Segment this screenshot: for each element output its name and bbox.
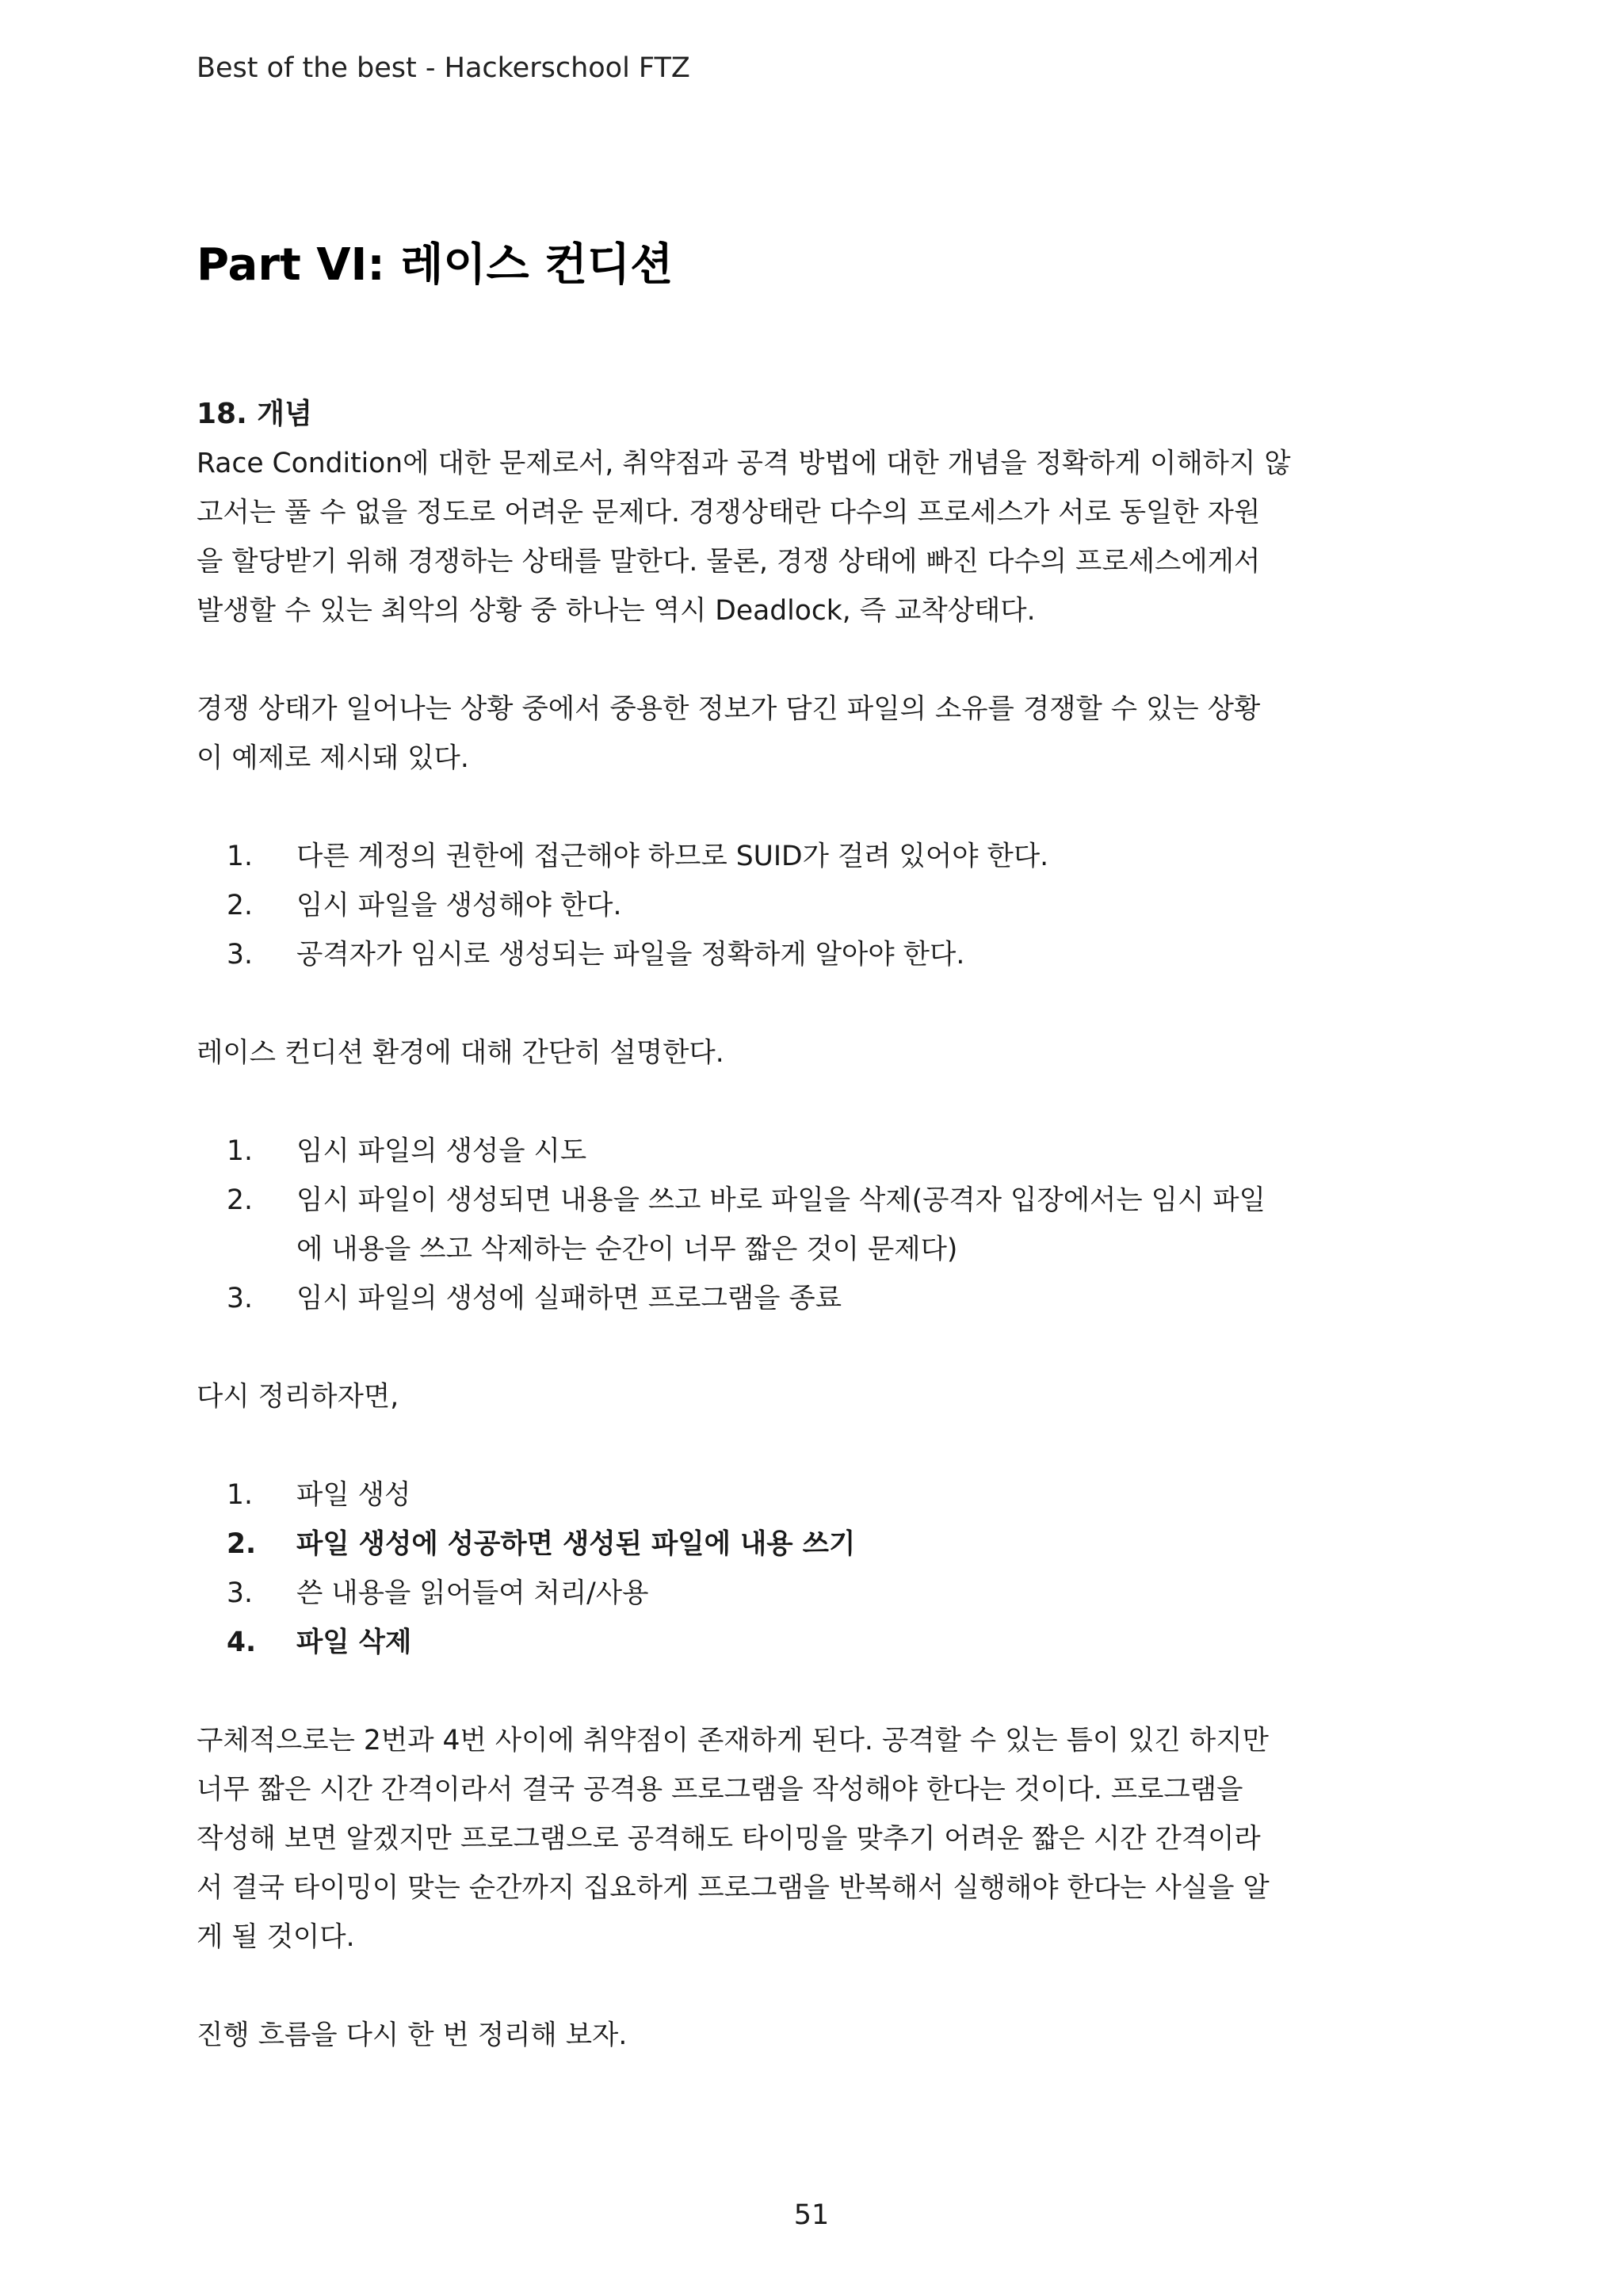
detail-line: 너무 짧은 시간 간격이라서 결국 공격용 프로그램을 작성해야 한다는 것이다. 프로그램을 (197, 1774, 1243, 1806)
document-body (197, 390, 1433, 2060)
list-text: 파일 삭제 (296, 1627, 412, 1658)
list-item (197, 1618, 1433, 1667)
detail-line: 게 될 것이다. (197, 1921, 355, 1953)
list-number: 1. (227, 841, 253, 872)
env-intro: 레이스 컨디션 환경에 대해 간단히 설명한다. (197, 1037, 724, 1069)
example-paragraph (197, 685, 1433, 783)
list-text: 임시 파일의 생성에 실패하면 프로그램을 종료 (296, 1283, 842, 1314)
list-item (197, 1127, 1433, 1176)
list-number: 2. (227, 1184, 253, 1216)
list-number: 1. (227, 1479, 253, 1511)
detail-paragraph (197, 1716, 1433, 1962)
list-number: 1. (227, 1135, 253, 1167)
list-item (197, 1520, 1433, 1569)
list-number: 3. (227, 1283, 253, 1314)
list-item (197, 1569, 1433, 1618)
detail-line: 작성해 보면 알겠지만 프로그램으로 공격해도 타이밍을 맞추기 어려운 짧은 시간 간격이라 (197, 1823, 1261, 1855)
list-item (197, 881, 1433, 930)
intro-line: 발생할 수 있는 최악의 상황 중 하나는 역시 Deadlock, 즉 교착상태다. (197, 595, 1036, 627)
summary-steps-list (197, 1470, 1433, 1667)
summary-intro: 다시 정리하자면, (197, 1381, 399, 1413)
page-header: Best of the best - Hackerschool FTZ (197, 52, 690, 84)
list-text: 다른 계정의 권한에 접근해야 하므로 SUID가 걸려 있어야 한다. (296, 841, 1049, 872)
list-text: 임시 파일을 생성해야 한다. (296, 890, 622, 921)
example-line: 경쟁 상태가 일어나는 상황 중에서 중용한 정보가 담긴 파일의 소유를 경쟁할 수 있는 상황 (197, 693, 1261, 725)
env-steps-list (197, 1127, 1433, 1323)
intro-line: Race Condition에 대한 문제로서, 취약점과 공격 방법에 대한 개념을 정확하게 이해하지 않 (197, 448, 1291, 479)
page-number: 51 (793, 2199, 830, 2231)
list-item (197, 1176, 1433, 1274)
list-number: 3. (227, 1577, 253, 1609)
section-heading: 18. 개념 (197, 398, 312, 430)
intro-paragraph (197, 439, 1433, 635)
detail-line: 서 결국 타이밍이 맞는 순간까지 집요하게 프로그램을 반복해서 실행해야 한다는 사실을 알 (197, 1872, 1270, 1904)
example-line: 이 예제로 제시돼 있다. (197, 742, 469, 774)
detail-line: 구체적으로는 2번과 4번 사이에 취약점이 존재하게 된다. 공격할 수 있는 틈이 있긴 하지만 (197, 1725, 1269, 1756)
list-text: 파일 생성에 성공하면 생성된 파일에 내용 쓰기 (296, 1528, 856, 1560)
list-item (197, 1274, 1433, 1323)
list-text: 공격자가 임시로 생성되는 파일을 정확하게 알아야 한다. (296, 939, 965, 971)
list-number: 2. (227, 890, 253, 921)
list-number: 4. (227, 1627, 257, 1658)
list-text: 임시 파일의 생성을 시도 (296, 1135, 587, 1167)
closing-line: 진행 흐름을 다시 한 번 정리해 보자. (197, 2019, 628, 2051)
list-text: 쓴 내용을 읽어들여 처리/사용 (296, 1577, 649, 1609)
list-text: 파일 생성 (296, 1479, 411, 1511)
list-text: 에 내용을 쓰고 삭제하는 순간이 너무 짧은 것이 문제다) (296, 1234, 958, 1265)
list-number: 3. (227, 939, 253, 971)
list-number: 2. (227, 1528, 257, 1560)
list-text: 임시 파일이 생성되면 내용을 쓰고 바로 파일을 삭제(공격자 입장에서는 임시 파일 (296, 1184, 1266, 1216)
list-item (197, 930, 1433, 979)
list-item (197, 1470, 1433, 1520)
intro-line: 고서는 풀 수 없을 정도로 어려운 문제다. 경쟁상태란 다수의 프로세스가 서로 동일한 자원 (197, 497, 1261, 528)
conditions-list (197, 832, 1433, 979)
list-item (197, 832, 1433, 881)
intro-line: 을 할당받기 위해 경쟁하는 상태를 말한다. 물론, 경쟁 상태에 빠진 다수의 프로세스에게서 (197, 546, 1261, 578)
part-title: Part VI: 레이스 컨디션 (197, 239, 674, 291)
